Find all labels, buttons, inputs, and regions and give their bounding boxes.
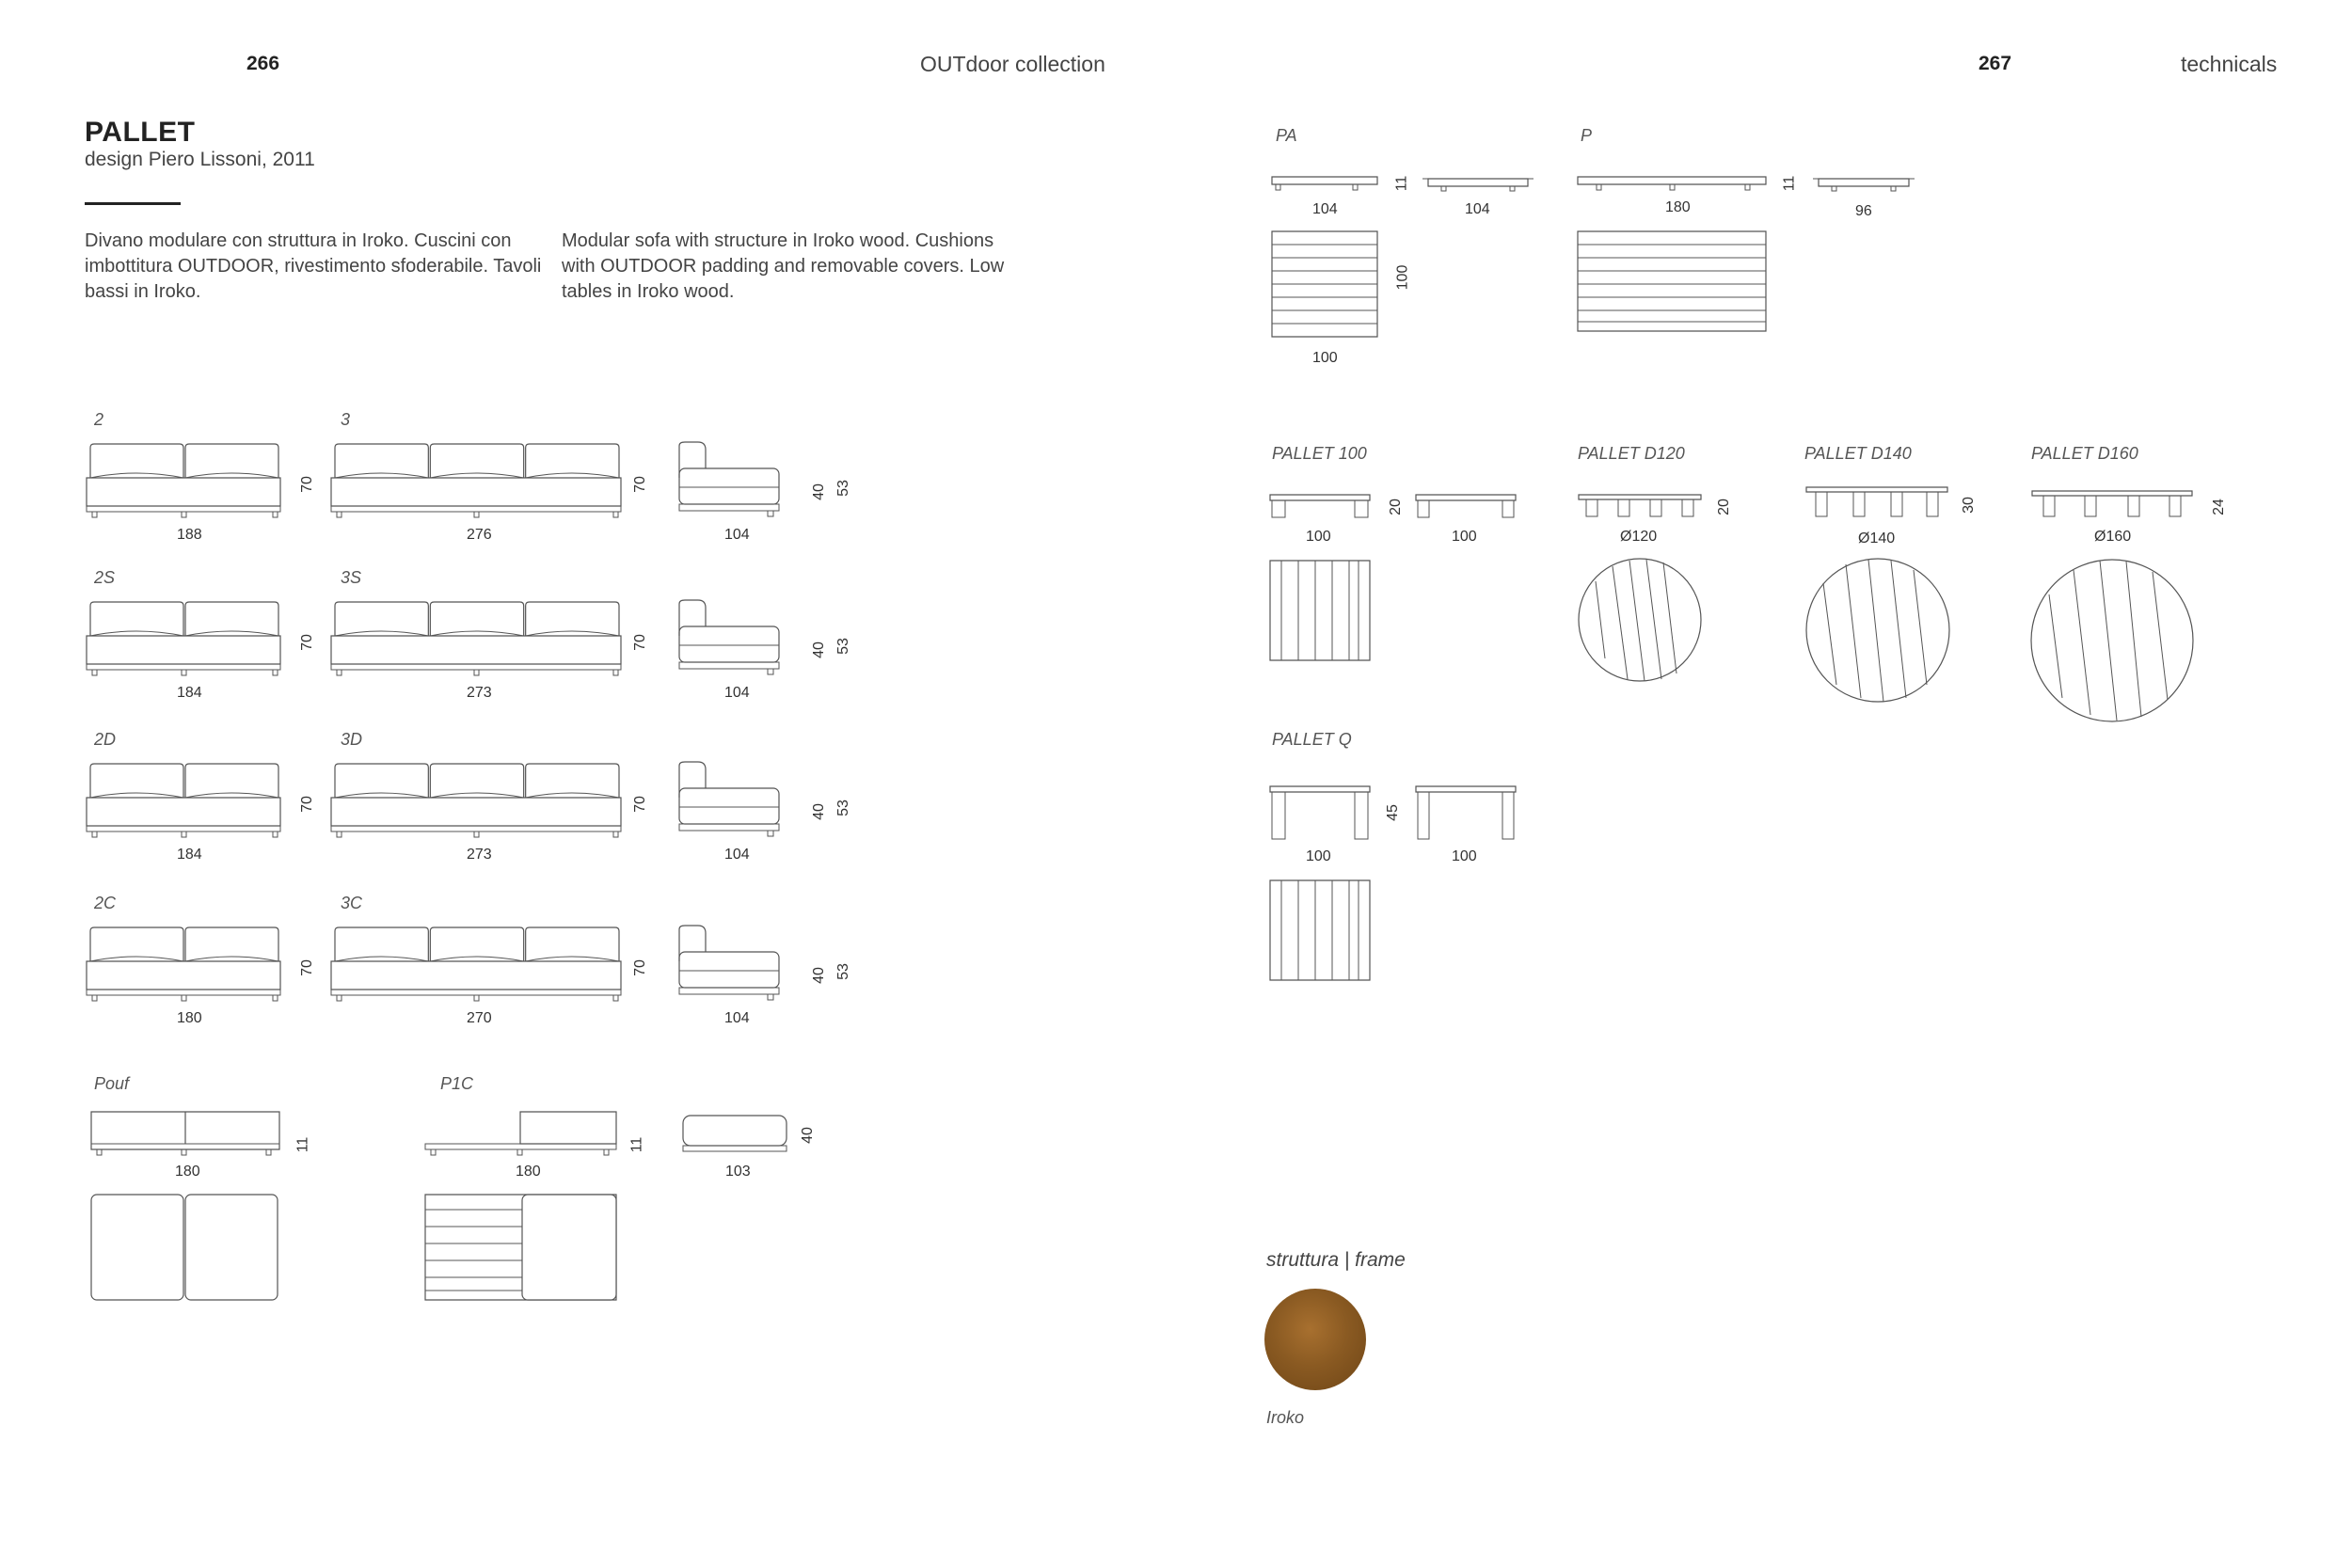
pouf-label: Pouf (94, 1074, 130, 1093)
sofa-side-width: 104 (724, 1010, 750, 1026)
palletd120-height: 20 (1715, 499, 1732, 515)
pallet100-front-drawing (1268, 493, 1372, 521)
sofa-3seat-drawing (329, 924, 628, 1008)
pallet100-side-drawing (1414, 493, 1518, 521)
sofa-3seat-label: 3S (341, 568, 362, 587)
sofa-3seat-label: 3C (341, 894, 363, 912)
sofa-3seat-label: 3 (341, 410, 351, 429)
palletd160-label: PALLET D160 (2031, 444, 2138, 463)
pallet100-plan-drawing (1268, 559, 1374, 664)
sofa-3seat-width: 273 (467, 685, 492, 701)
iroko-swatch[interactable] (1264, 1289, 1366, 1390)
sofa-back-height: 53 (834, 800, 851, 816)
palletd140-front-drawing (1804, 485, 1951, 521)
sofa-3seat-height: 70 (631, 634, 648, 651)
sofa-3seat-height: 70 (631, 796, 648, 813)
sofa-back-height: 53 (834, 480, 851, 497)
palletd120-diameter: Ø120 (1620, 529, 1658, 545)
pa-front-drawing (1270, 175, 1381, 194)
pa-depth: 100 (1394, 264, 1411, 291)
sofa-2seat-label: 2 (94, 410, 104, 429)
palletq-height: 45 (1384, 804, 1401, 821)
sofa-2seat-height: 70 (298, 959, 315, 976)
pallet100-depth: 100 (1452, 529, 1477, 545)
pallet100-label: PALLET 100 (1272, 444, 1367, 463)
pallet100-height: 20 (1387, 499, 1404, 515)
sofa-seat-height: 40 (810, 967, 827, 984)
p1c-height: 11 (628, 1136, 645, 1153)
sofa-seat-height: 40 (810, 483, 827, 500)
sofa-2seat-drawing (85, 760, 288, 845)
pallet100-width: 100 (1306, 529, 1331, 545)
palletq-side-drawing (1414, 784, 1519, 843)
palletq-front-drawing (1268, 784, 1374, 843)
palletd120-front-drawing (1577, 493, 1705, 521)
pa-side-drawing (1421, 177, 1535, 194)
sofa-3seat-drawing (329, 598, 628, 683)
pouf-front-drawing (89, 1110, 282, 1157)
sofa-side-drawing (674, 760, 787, 845)
palletd160-plan-drawing (2028, 557, 2196, 724)
pa-plan-width: 100 (1312, 350, 1338, 366)
sofa-2seat-label: 2S (94, 568, 116, 587)
p-label: P (1581, 126, 1593, 145)
product-name: PALLET (85, 117, 196, 148)
collection-title: OUTdoor collection (920, 52, 1105, 76)
section-title: technicals (2181, 52, 2278, 76)
palletq-width: 100 (1306, 848, 1331, 864)
sofa-3seat-width: 273 (467, 847, 492, 863)
sofa-side-drawing (674, 924, 787, 1008)
pouf-width: 180 (175, 1164, 200, 1180)
sofa-3seat-width: 270 (467, 1010, 492, 1026)
sofa-3seat-height: 70 (631, 476, 648, 493)
sofa-2seat-drawing (85, 924, 288, 1008)
sofa-back-height: 53 (834, 963, 851, 980)
sofa-3seat-drawing (329, 760, 628, 845)
sofa-3seat-label: 3D (341, 730, 363, 749)
sofa-seat-height: 40 (810, 641, 827, 658)
sofa-2seat-drawing (85, 598, 288, 683)
pa-height: 11 (1393, 175, 1410, 192)
pa-plan-drawing (1270, 230, 1381, 341)
palletd140-diameter: Ø140 (1858, 531, 1896, 546)
right-page-number: 267 (1979, 53, 2012, 74)
palletd140-plan-drawing (1803, 555, 1953, 705)
sofa-3seat-drawing (329, 440, 628, 525)
p-side-drawing (1811, 177, 1916, 194)
title-divider (85, 202, 181, 205)
palletq-plan-drawing (1268, 879, 1374, 984)
p-front-drawing (1576, 175, 1770, 194)
ottoman-side-drawing (679, 1112, 792, 1159)
description-italian: Divano modulare con struttura in Iroko. Cuscini con imbottitura OUTDOOR, rivestimento sfoderabile. Tavoli bassi in Iroko. (85, 230, 542, 302)
sofa-2seat-height: 70 (298, 634, 315, 651)
sofa-2seat-height: 70 (298, 476, 315, 493)
pa-width-side: 104 (1465, 201, 1490, 217)
ottoman-side-width: 103 (725, 1164, 751, 1180)
pouf-height: 11 (294, 1136, 311, 1153)
palletd120-label: PALLET D120 (1578, 444, 1685, 463)
sofa-2seat-width: 184 (177, 685, 202, 701)
sofa-side-width: 104 (724, 847, 750, 863)
product-designer: design Piero Lissoni, 2011 (85, 149, 315, 170)
p-height: 11 (1781, 175, 1798, 192)
p1c-front-drawing (423, 1110, 621, 1157)
sofa-2seat-label: 2D (94, 730, 117, 749)
p-width-side: 96 (1855, 203, 1872, 219)
palletd140-label: PALLET D140 (1804, 444, 1912, 463)
sofa-side-width: 104 (724, 685, 750, 701)
sofa-2seat-width: 184 (177, 847, 202, 863)
description-english: Modular sofa with structure in Iroko wood. Cushions with OUTDOOR padding and removable covers. Low tables in Iroko wood. (562, 230, 1005, 302)
sofa-2seat-width: 188 (177, 527, 202, 543)
sofa-3seat-width: 276 (467, 527, 492, 543)
p1c-label: P1C (440, 1074, 474, 1093)
palletd140-height: 30 (1960, 497, 1977, 514)
palletq-label: PALLET Q (1272, 730, 1352, 749)
pouf-plan-drawing (89, 1193, 282, 1304)
sofa-2seat-height: 70 (298, 796, 315, 813)
pa-label: PA (1276, 126, 1297, 145)
sofa-2seat-drawing (85, 440, 288, 525)
ottoman-side-height: 40 (799, 1127, 816, 1144)
sofa-seat-height: 40 (810, 803, 827, 820)
left-page-number: 266 (246, 53, 280, 74)
finish-title: struttura | frame (1266, 1249, 1406, 1271)
p1c-width: 180 (516, 1164, 541, 1180)
p-plan-drawing (1576, 230, 1770, 335)
palletq-depth: 100 (1452, 848, 1477, 864)
sofa-2seat-width: 180 (177, 1010, 202, 1026)
palletd160-diameter: Ø160 (2094, 529, 2132, 545)
p1c-plan-drawing (423, 1193, 621, 1304)
sofa-side-drawing (674, 598, 787, 683)
palletd160-front-drawing (2030, 489, 2196, 521)
sofa-3seat-height: 70 (631, 959, 648, 976)
palletd160-height: 24 (2210, 499, 2227, 515)
sofa-back-height: 53 (834, 638, 851, 655)
sofa-2seat-label: 2C (94, 894, 117, 912)
palletd120-plan-drawing (1575, 555, 1705, 685)
sofa-side-drawing (674, 440, 787, 525)
p-width-front: 180 (1665, 199, 1691, 215)
iroko-label: Iroko (1266, 1408, 1305, 1427)
sofa-side-width: 104 (724, 527, 750, 543)
pa-width-front: 104 (1312, 201, 1338, 217)
